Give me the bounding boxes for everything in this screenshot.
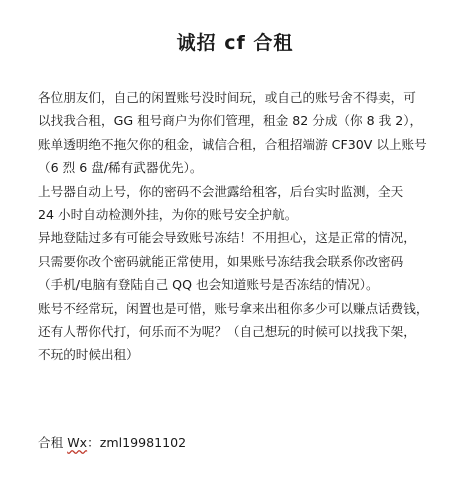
- document-body: [38, 86, 438, 367]
- body-line: （6 烈 6 盘/稀有武器优先）。: [38, 160, 203, 176]
- body-line: 各位朋友们，自己的闲置账号没时间玩，或自己的账号舍不得卖，可: [38, 90, 416, 105]
- body-line: 24 小时自动检测外挂，为你的账号安全护航。: [38, 207, 298, 223]
- contact-separator: ：: [87, 435, 100, 450]
- body-line: 账号不经常玩，闲置也是可惜，账号拿来出租你多少可以赚点话费钱，: [38, 300, 429, 316]
- contact-prefix: 合租: [38, 435, 68, 450]
- body-line: 上号器自动上号，你的密码不会泄露给租客，后台实时监测，全天: [38, 183, 404, 199]
- contact-value: zml19981102: [99, 435, 187, 450]
- contact-line: [38, 433, 186, 453]
- body-line: 异地登陆过多有可能会导致账号冻结！不用担心，这是正常的情况，: [38, 230, 416, 246]
- body-line: 以找我合租，GG 租号商户为你们管理，租金 82 分成（你 8 我 2），: [38, 113, 423, 129]
- contact-label: Wx: [67, 435, 88, 450]
- document-title: 诚招 cf 合租: [176, 32, 294, 54]
- body-line: 不玩的时候出租）: [38, 347, 139, 363]
- body-line: 账单透明绝不拖欠你的租金，诚信合租，合租招端游 CF30V 以上账号: [38, 136, 427, 152]
- body-line: 只需要你改个密码就能正常使用，如果账号冻结我会联系你改密码: [38, 253, 404, 269]
- body-line: （手机/电脑有登陆自己 QQ 也会知道账号是否冻结的情况）。: [38, 277, 379, 293]
- body-line: 还有人帮你代打，何乐而不为呢？（自己想玩的时候可以找我下架，: [38, 324, 416, 340]
